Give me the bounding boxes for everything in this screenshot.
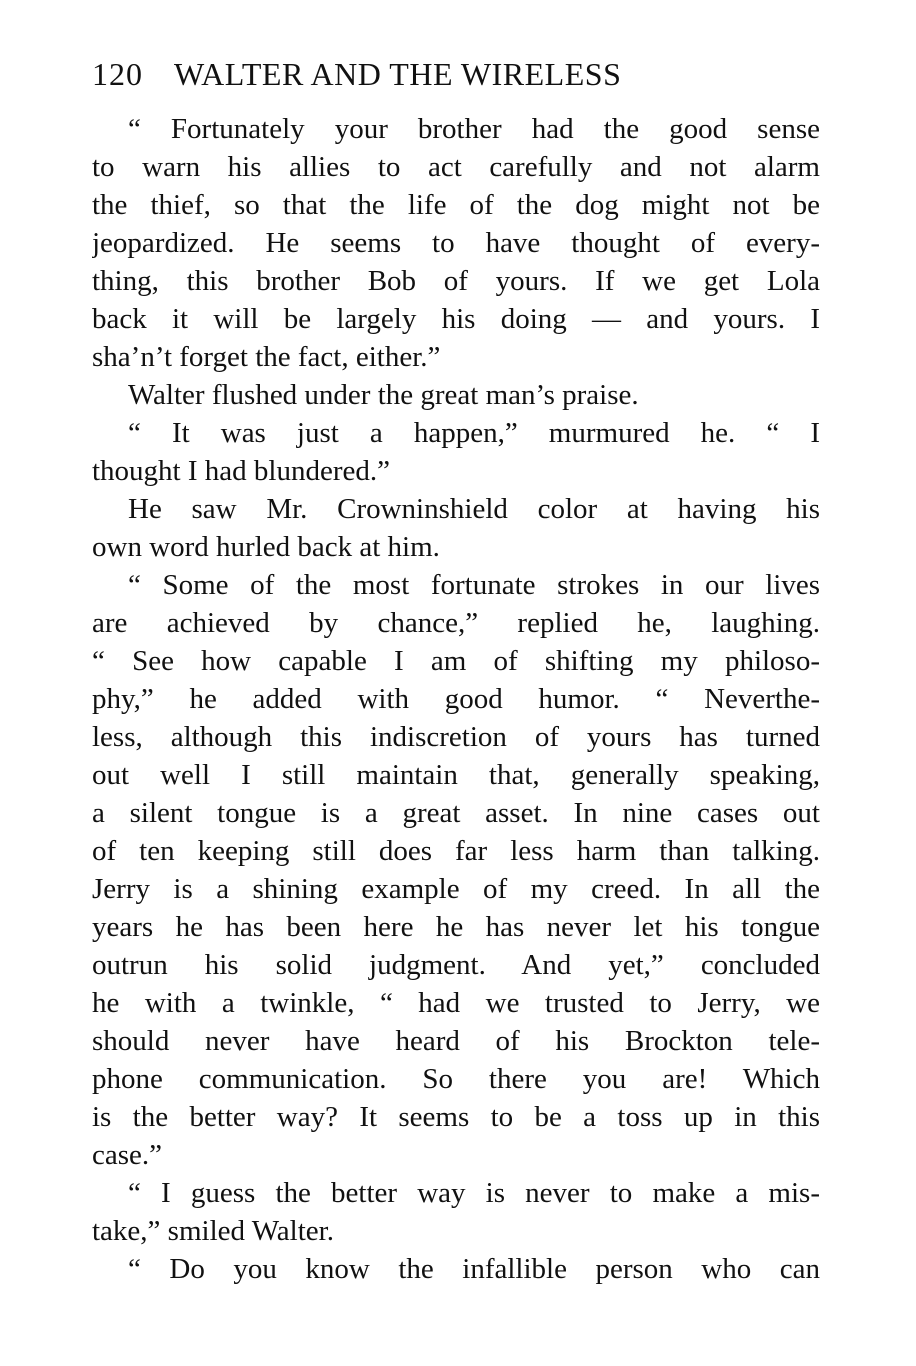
text-line: the thief, so that the life of the dog might not be <box>92 189 820 221</box>
text-line: Walter flushed under the great man’s praise. <box>128 379 639 411</box>
text-line: He saw Mr. Crowninshield color at having his <box>128 493 820 525</box>
text-line: thought I had blundered.” <box>92 455 390 487</box>
text-line: “ Some of the most fortunate strokes in our lives <box>128 569 820 601</box>
text-line: a silent tongue is a great asset. In nine cases out <box>92 797 820 829</box>
text-line: are achieved by chance,” replied he, laughing. <box>92 607 820 639</box>
text-line: jeopardized. He seems to have thought of every- <box>92 227 820 259</box>
text-line: “ It was just a happen,” murmured he. “ I <box>128 417 820 449</box>
text-line: years he has been here he has never let his tongue <box>92 911 820 943</box>
text-line: Jerry is a shining example of my creed. In all the <box>92 873 820 905</box>
text-line: less, although this indiscretion of yours has turned <box>92 721 820 753</box>
body-text <box>92 110 820 1288</box>
text-line: phone communication. So there you are! Which <box>92 1063 820 1095</box>
text-line: he with a twinkle, “ had we trusted to Jerry, we <box>92 987 820 1019</box>
text-line: out well I still maintain that, generally speaking, <box>92 759 820 791</box>
text-line: “ I guess the better way is never to make a mis- <box>128 1177 820 1209</box>
text-line: is the better way? It seems to be a toss up in this <box>92 1101 820 1133</box>
text-line: own word hurled back at him. <box>92 531 440 563</box>
text-line: phy,” he added with good humor. “ Neverthe- <box>92 683 820 715</box>
text-line: outrun his solid judgment. And yet,” concluded <box>92 949 820 981</box>
running-head <box>92 52 732 96</box>
text-line: to warn his allies to act carefully and not alarm <box>92 151 820 183</box>
text-line: case.” <box>92 1139 163 1171</box>
text-line: “ Do you know the infallible person who can <box>128 1253 820 1285</box>
page-number: 120 <box>92 56 143 92</box>
text-line: sha’n’t forget the fact, either.” <box>92 341 441 373</box>
text-line: “ Fortunately your brother had the good sense <box>128 113 820 145</box>
text-line: should never have heard of his Brockton tele- <box>92 1025 820 1057</box>
text-line: of ten keeping still does far less harm than talking. <box>92 835 820 867</box>
text-line: back it will be largely his doing — and yours. I <box>92 303 820 335</box>
text-line: “ See how capable I am of shifting my philoso- <box>92 645 820 677</box>
text-line: thing, this brother Bob of yours. If we get Lola <box>92 265 820 297</box>
text-line: take,” smiled Walter. <box>92 1215 334 1247</box>
running-title: WALTER AND THE WIRELESS <box>174 56 622 92</box>
